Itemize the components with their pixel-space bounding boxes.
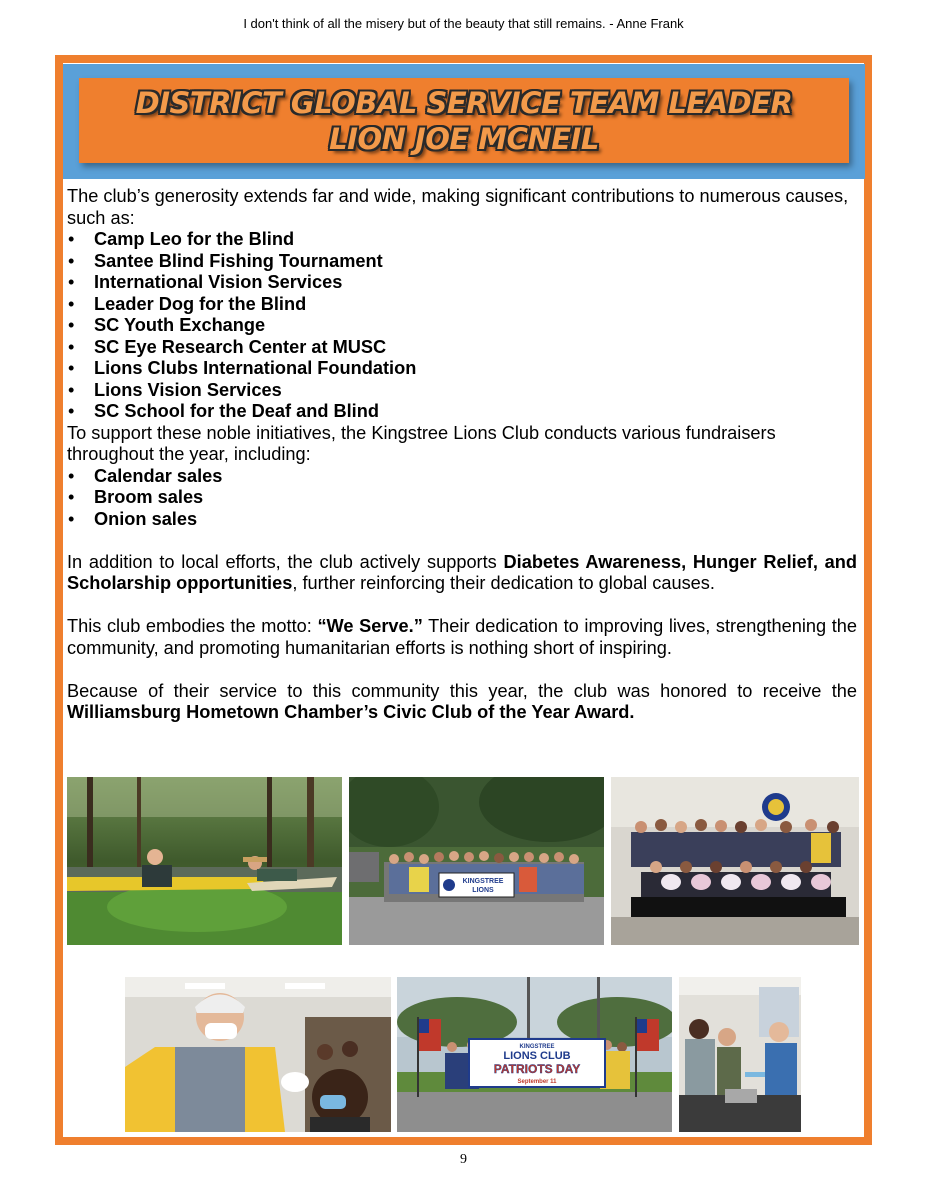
photo-vision-screening [125, 977, 391, 1132]
parade-banner-line2: PATRIOTS DAY [493, 1062, 581, 1076]
list-item: • SC Eye Research Center at MUSC [67, 337, 857, 359]
svg-text:LIONS: LIONS [472, 887, 494, 894]
banner-subtitle: LION JOE MCNEIL [329, 122, 599, 156]
list-item: • Broom sales [67, 487, 857, 509]
list-item: • SC School for the Deaf and Blind [67, 401, 857, 423]
banner-title: DISTRICT GLOBAL SERVICE TEAM LEADER [135, 86, 793, 120]
list-item: • Leader Dog for the Blind [67, 294, 857, 316]
list-item: • Lions Clubs International Foundation [67, 358, 857, 380]
support-paragraph: In addition to local efforts, the club actively supports Diabetes Awareness, Hunger Relief, and Scholarship opportunities, further reinforcing their dedication to global causes. [67, 551, 857, 593]
award-paragraph: Because of their service to this community this year, the club was honored to receive the Williamsburg Hometown Chamber’s Civic Club of the Year Award. [67, 680, 857, 722]
motto: “We Serve.” [317, 616, 423, 636]
award-name: Williamsburg Hometown Chamber’s Civic Club of the Year Award. [67, 702, 635, 722]
parade-banner-small: KINGSTREE [519, 1044, 555, 1050]
list-item: • Camp Leo for the Blind [67, 229, 857, 251]
photo-volunteers-kitchen [679, 977, 801, 1132]
list-item: • Lions Vision Services [67, 380, 857, 402]
fundraisers-list [67, 466, 857, 531]
list-item: • Onion sales [67, 509, 857, 531]
parade-banner-line1: LIONS CLUB [503, 1050, 571, 1062]
title-banner [79, 78, 849, 163]
intro-paragraph: The club’s generosity extends far and wide, making significant contributions to numerous causes, such as: [67, 186, 849, 228]
list-item: • International Vision Services [67, 272, 857, 294]
article-body [67, 186, 857, 724]
page-number: 9 [460, 1152, 467, 1167]
list-item: • Calendar sales [67, 466, 857, 488]
motto-paragraph: This club embodies the motto: “We Serve.” Their dedication to improving lives, strengthening the community, and promoting humanitarian efforts is nothing short of inspiring. [67, 616, 857, 658]
support-causes: Diabetes Awareness, Hunger Relief, and Scholarship opportunities [67, 551, 857, 593]
list-item: • SC Youth Exchange [67, 315, 857, 337]
svg-text:KINGSTREE: KINGSTREE [462, 878, 504, 885]
causes-list [67, 229, 857, 423]
photo-group-indoor-baskets [611, 777, 859, 945]
photo-patriots-day-parade [397, 977, 672, 1132]
photo-kayak-fishing [67, 777, 342, 945]
fundraiser-intro: To support these noble initiatives, the Kingstree Lions Club conducts various fundraisers throughout the year, including: [67, 422, 776, 464]
list-item: • Santee Blind Fishing Tournament [67, 251, 857, 273]
photo-group-kingstree-banner [349, 777, 604, 945]
header-quote: I don't think of all the misery but of the beauty that still remains. - Anne Frank [243, 16, 684, 31]
parade-banner-date: September 11 [517, 1079, 557, 1085]
